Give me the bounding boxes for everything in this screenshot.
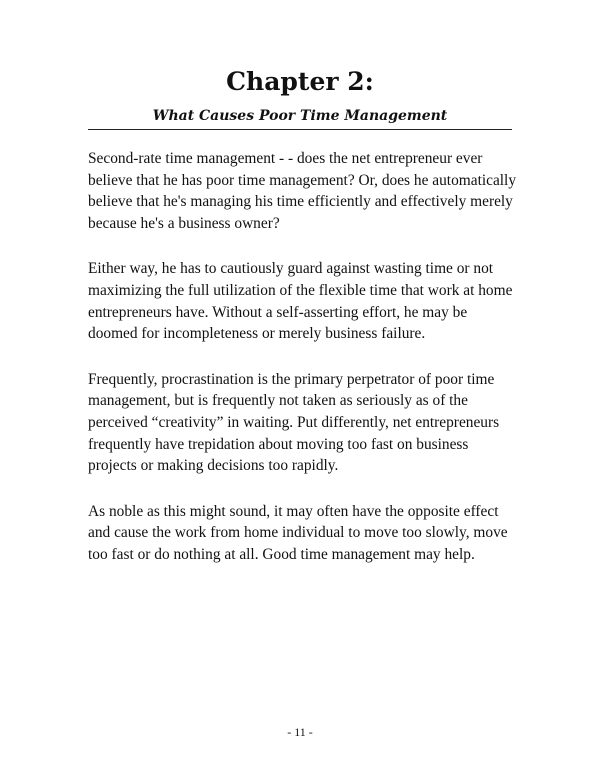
text-line: and cause the work from home individual to move too slowly, move xyxy=(88,524,508,542)
title-divider xyxy=(88,129,512,130)
text-line: believe that he's managing his time efficiently and effectively merely xyxy=(88,193,513,211)
page-number: - 11 - xyxy=(287,725,313,739)
text-line: As noble as this might sound, it may often have the opposite effect xyxy=(88,502,499,520)
text-line: because he's a business owner? xyxy=(88,214,280,232)
paragraph xyxy=(88,501,528,566)
text-line: projects or making decisions too rapidly. xyxy=(88,457,339,475)
text-line: doomed for incompleteness or merely business failure. xyxy=(88,325,426,343)
text-line: Either way, he has to cautiously guard against wasting time or not xyxy=(88,260,494,278)
body-text xyxy=(88,148,528,590)
text-line: maximizing the full utilization of the flexible time that work at home xyxy=(88,281,513,299)
text-line: believe that he has poor time management? Or, does he automatically xyxy=(88,171,517,189)
text-line: perceived “creativity” in waiting. Put differently, net entrepreneurs xyxy=(88,413,500,431)
paragraph xyxy=(88,148,528,234)
text-line: too fast or do nothing at all. Good time management may help. xyxy=(88,545,475,563)
text-line: entrepreneurs have. Without a self-asserting effort, he may be xyxy=(88,303,468,321)
text-line: management, but is frequently not taken as seriously as of the xyxy=(88,392,468,410)
paragraph xyxy=(88,369,528,477)
chapter-title: Chapter 2: xyxy=(226,67,374,96)
text-line: Second-rate time management - - does the net entrepreneur ever xyxy=(88,150,483,167)
text-line: Frequently, procrastination is the primary perpetrator of poor time xyxy=(88,370,495,388)
paragraph xyxy=(88,258,528,344)
text-line: frequently have trepidation about moving too fast on business xyxy=(88,435,469,453)
chapter-subtitle: What Causes Poor Time Management xyxy=(152,108,448,124)
